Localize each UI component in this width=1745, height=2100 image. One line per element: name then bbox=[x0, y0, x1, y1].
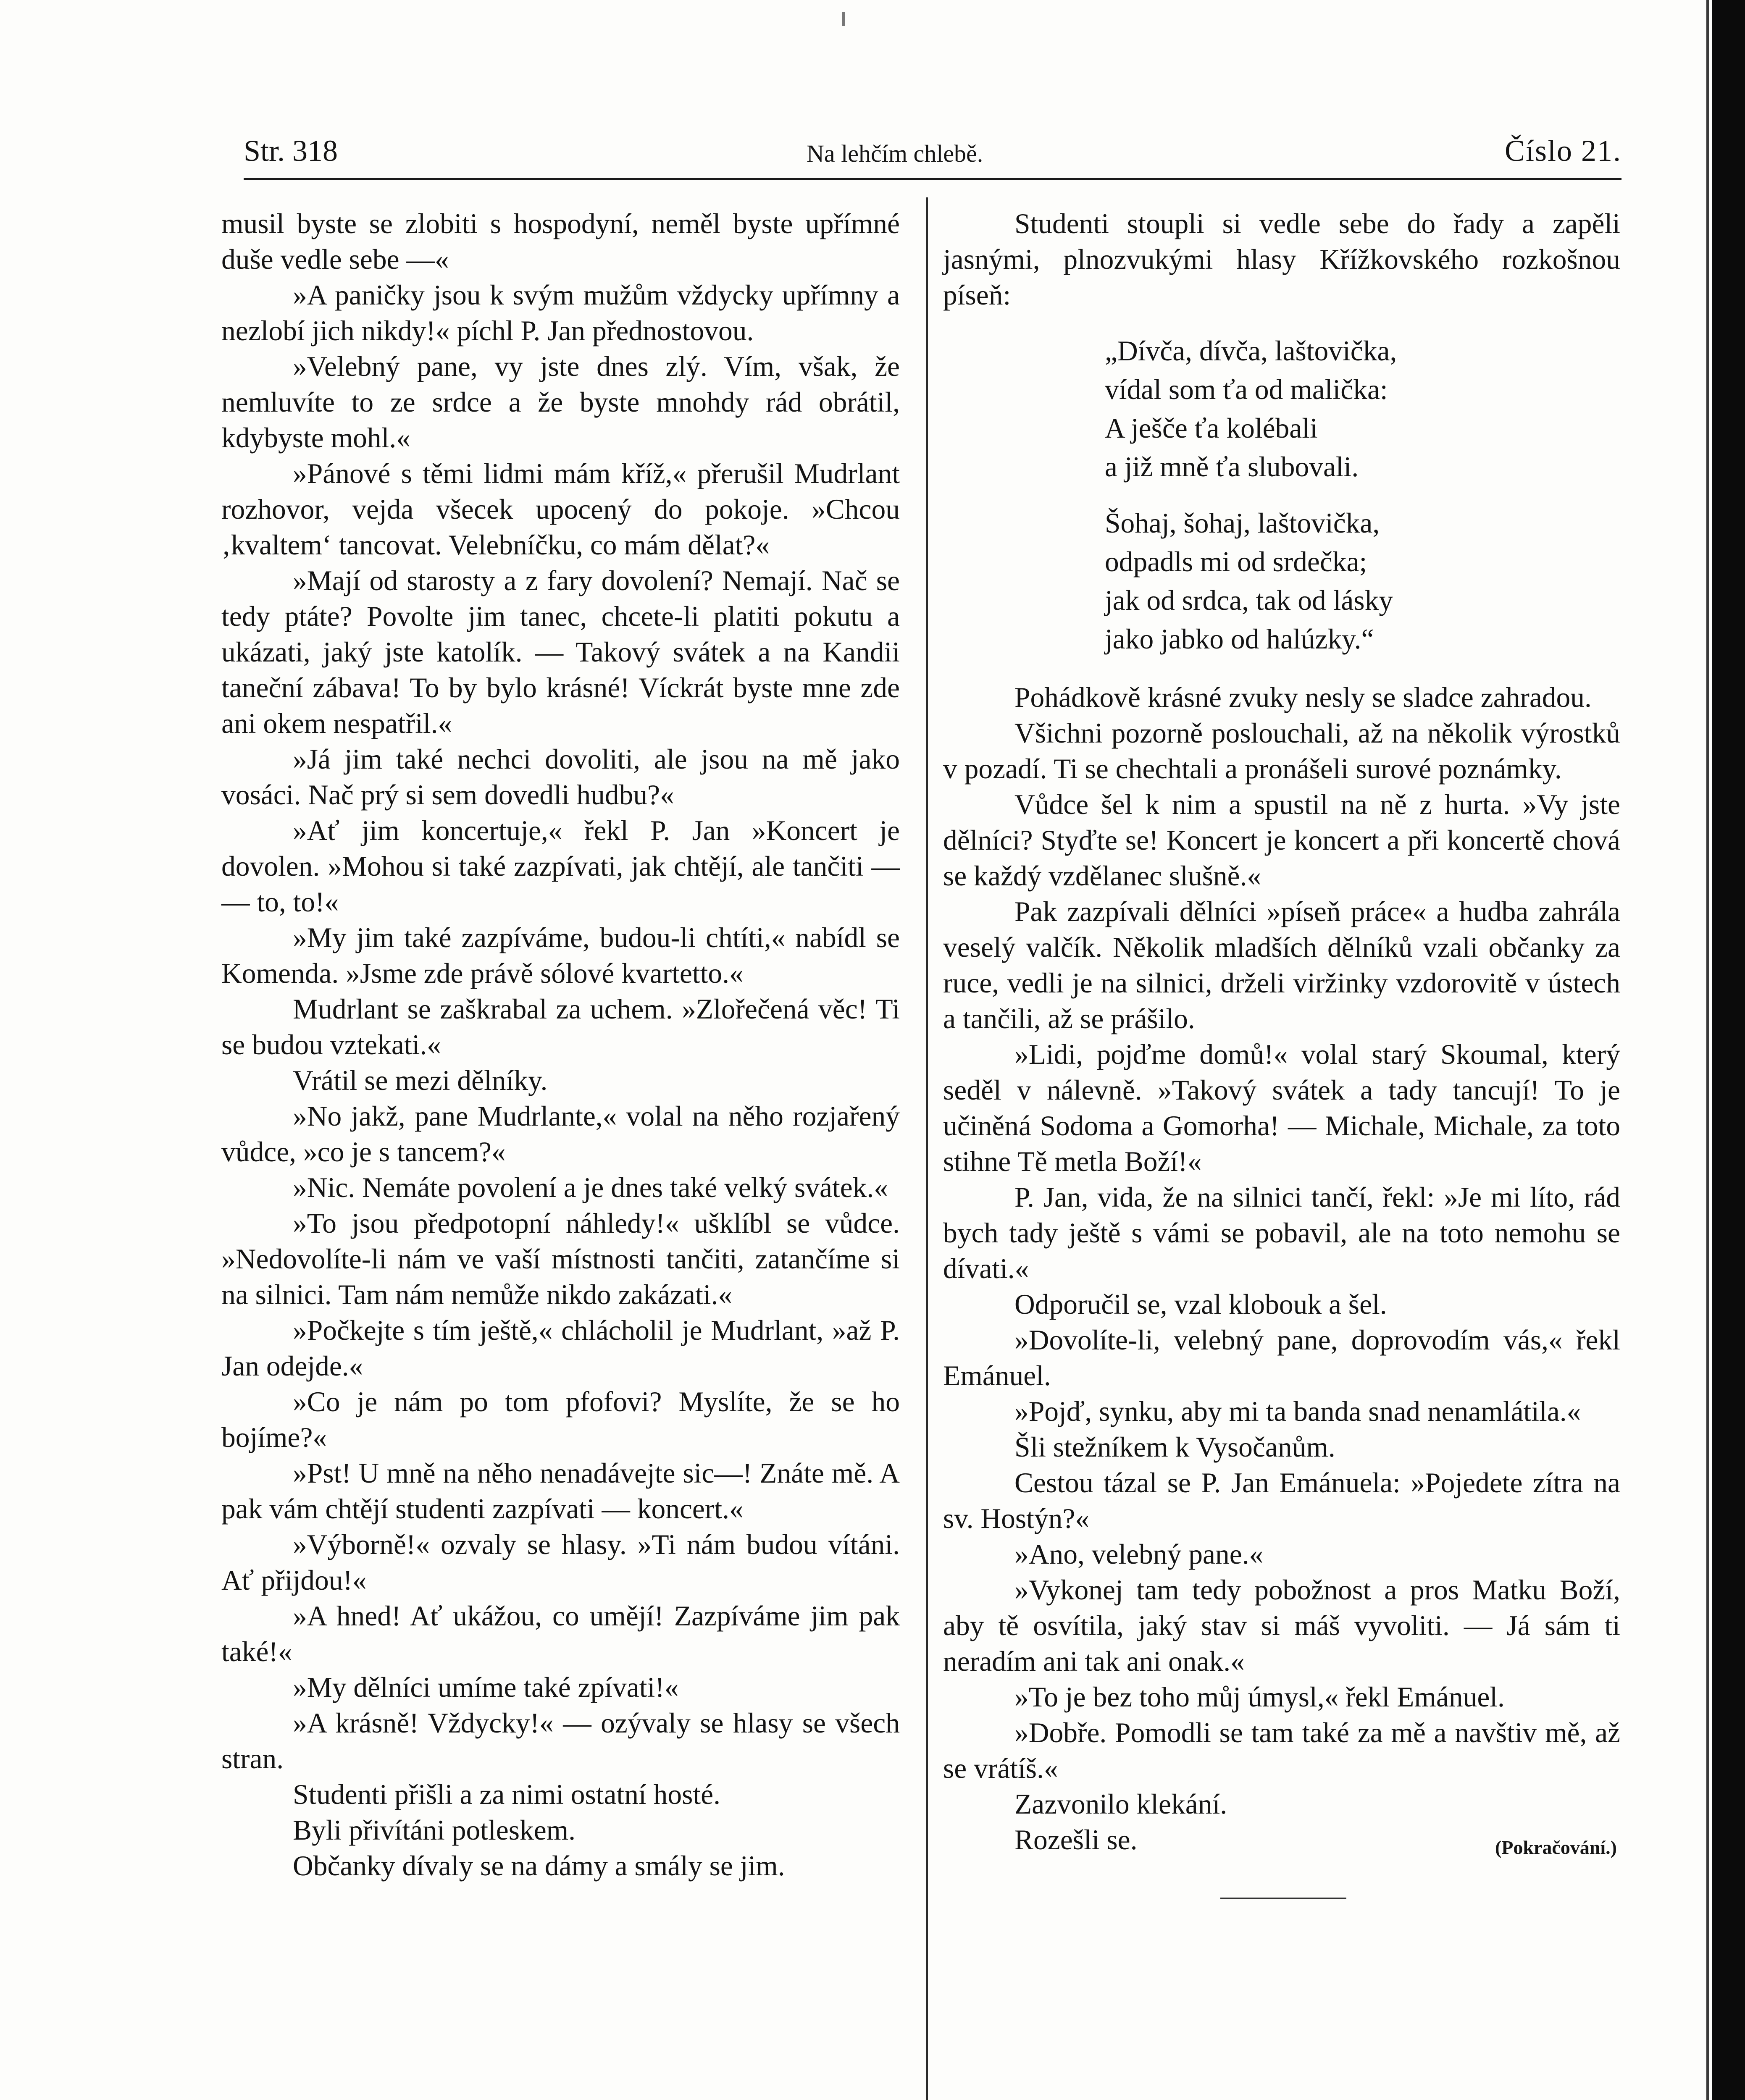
paragraph: Vrátil se mezi dělníky. bbox=[293, 1065, 548, 1096]
paragraph: »Já jim také nechci dovoliti, ale jsou na mě jako vosáci. Nač prý si sem dovedli hudbu?« bbox=[221, 743, 900, 811]
header-rule bbox=[244, 178, 1621, 180]
continuation-note: (Pokračování.) bbox=[1495, 1837, 1617, 1858]
verse-line: jak od srdca, tak od lásky bbox=[1105, 585, 1393, 616]
paragraph: Pohádkově krásné zvuky nesly se sladce zahradou. bbox=[1014, 682, 1592, 713]
paragraph: »To jsou předpotopní náhledy!« ušklíbl se vůdce. »Nedovolíte-li nám ve vaší místnosti tančiti, zatančíme si na silnici. Tam nám nemůže nikdo zakázati.« bbox=[221, 1208, 900, 1310]
paragraph: Vůdce šel k nim a spustil na ně z hurta. »Vy jste dělníci? Styďte se! Koncert je koncert a při koncertě chová se každý vzdělanec slušně.« bbox=[943, 789, 1620, 892]
song-stanza bbox=[1105, 332, 1620, 486]
paragraph: »Dobře. Pomodli se tam také za mě a navštiv mě, až se vrátíš.« bbox=[943, 1717, 1620, 1784]
song-stanza bbox=[1105, 504, 1620, 659]
end-rule bbox=[1220, 1898, 1346, 1899]
verse-line: „Dívča, dívča, laštovička, bbox=[1105, 335, 1397, 367]
paragraph: »Pánové s těmi lidmi mám kříž,« přerušil Mudrlant rozhovor, vejda všecek upocený do pokoje. »Chcou ‚kvaltem‘ tancovat. Velebníčku, co mám dělat?« bbox=[221, 458, 900, 561]
paragraph: Rozešli se. bbox=[1014, 1824, 1138, 1856]
right-column bbox=[943, 206, 1620, 1899]
paragraph: Pak zazpívali dělníci »píseň práce« a hudba zahrála veselý valčík. Několik mladších dělníků vzali občanky za ruce, vedli je na silnici, drželi viržinky vzdorovitě v ústech a tančili, až se prášilo. bbox=[943, 896, 1620, 1034]
paragraph: »Lidi, pojďme domů!« volal starý Skoumal, který seděl v nálevně. »Takový svátek a tady tancují! To je učiněná Sodoma a Gomorha! — Michale, Michale, za toto stihne Tě metla Boží!« bbox=[943, 1039, 1620, 1177]
paragraph: Studenti přišli a za nimi ostatní hosté. bbox=[293, 1779, 721, 1810]
verse-line: odpadls mi od srdečka; bbox=[1105, 546, 1367, 578]
top-edge-mark bbox=[842, 12, 845, 26]
verse-line: vídal som ťa od malička: bbox=[1105, 374, 1388, 405]
verse-line: A ješče ťa kolébali bbox=[1105, 412, 1318, 444]
paragraph: »Výborně!« ozvaly se hlasy. »Ti nám budou vítáni. Ať přijdou!« bbox=[221, 1529, 900, 1596]
paragraph: »Nic. Nemáte povolení a je dnes také velký svátek.« bbox=[293, 1172, 888, 1203]
paragraph: »To je bez toho můj úmysl,« řekl Emánuel. bbox=[1014, 1681, 1505, 1713]
paragraph: Mudrlant se zaškrabal za uchem. »Zlořečená věc! Ti se budou vztekati.« bbox=[221, 993, 900, 1060]
column-divider bbox=[926, 197, 928, 2100]
paragraph: »Pst! U mně na něho nenadávejte sic—! Znáte mě. A pak vám chtějí studenti zazpívati — koncert.« bbox=[221, 1457, 900, 1525]
left-column bbox=[221, 206, 900, 1884]
paragraph: musil byste se zlobiti s hospodyní, neměl byste upřímné duše vedle sebe —« bbox=[221, 208, 900, 275]
paragraph: Zazvonilo klekání. bbox=[1014, 1788, 1227, 1820]
verse-line: Šohaj, šohaj, laštovička, bbox=[1105, 507, 1380, 539]
running-title: Na lehčím chlebě. bbox=[807, 140, 983, 167]
page-number: Str. 318 bbox=[244, 134, 338, 168]
paragraph: »Co je nám po tom pfofovi? Myslíte, že se ho bojíme?« bbox=[221, 1386, 900, 1453]
song-verse bbox=[1105, 332, 1620, 659]
paragraph: »Vykonej tam tedy pobožnost a pros Matku Boží, aby tě osvítila, jaký stav si máš vyvoliti. — Já sám ti neradím ani tak ani onak.« bbox=[943, 1574, 1620, 1677]
paragraph: P. Jan, vida, že na silnici tančí, řekl: »Je mi líto, rád bych tady ještě s vámi se pobavil, ale na toto nemohu se dívati.« bbox=[943, 1181, 1620, 1284]
paragraph: Studenti stoupli si vedle sebe do řady a zapěli jasnými, plnozvukými hlasy Křížkovského rozkošnou píseň: bbox=[943, 208, 1620, 311]
page-header bbox=[244, 134, 1621, 180]
issue-number: Číslo 21. bbox=[1504, 134, 1621, 168]
paragraph: »Velebný pane, vy jste dnes zlý. Vím, však, že nemluvíte to ze srdce a že byste mnohdy rád obrátil, kdybyste mohl.« bbox=[221, 351, 900, 454]
paragraph: Byli přivítáni potleskem. bbox=[293, 1814, 576, 1846]
paragraph: »Ano, velebný pane.« bbox=[1014, 1538, 1264, 1570]
paragraph: Šli stežníkem k Vysočanům. bbox=[1014, 1431, 1335, 1463]
paragraph: »A paničky jsou k svým mužům vždycky upřímny a nezlobí jich nikdy!« píchl P. Jan přednostovou. bbox=[221, 279, 900, 346]
paragraph: »Ať jim koncertuje,« řekl P. Jan »Koncert je dovolen. »Mohou si také zazpívati, jak chtějí, ale tančiti — — to, to!« bbox=[221, 815, 900, 918]
scan-border-right bbox=[1712, 0, 1745, 2100]
paragraph: »A krásně! Vždycky!« — ozývaly se hlasy se všech stran. bbox=[221, 1707, 900, 1774]
paragraph: Všichni pozorně poslouchali, až na několik výrostků v pozadí. Ti se chechtali a pronášeli surové poznámky. bbox=[943, 717, 1620, 785]
verse-line: jako jabko od halúzky.“ bbox=[1105, 623, 1374, 655]
paragraph: »Pojď, synku, aby mi ta banda snad nenamlátila.« bbox=[1014, 1396, 1581, 1427]
closing-line bbox=[943, 1822, 1620, 1858]
paragraph: »A hned! Ať ukážou, co umějí! Zazpíváme jim pak také!« bbox=[221, 1600, 900, 1667]
paragraph: »Dovolíte-li, velebný pane, doprovodím vás,« řekl Emánuel. bbox=[943, 1324, 1620, 1391]
paragraph: »No jakž, pane Mudrlante,« volal na něho rozjařený vůdce, »co je s tancem?« bbox=[221, 1100, 900, 1168]
verse-line: a již mně ťa slubovali. bbox=[1105, 451, 1359, 483]
paragraph: »My jim také zazpíváme, budou-li chtíti,« nabídl se Komenda. »Jsme zde právě sólové kvartetto.« bbox=[221, 922, 900, 989]
paragraph: »Mají od starosty a z fary dovolení? Nemají. Nač se tedy ptáte? Povolte jim tanec, chcete-li platiti pokutu a ukázati, jaký jste katolík. — Takový svátek a na Kandii taneční zábava! To by bylo krásné! Víckrát byste mne zde ani okem nespatřil.« bbox=[221, 565, 900, 739]
paragraph: »My dělníci umíme také zpívati!« bbox=[293, 1672, 679, 1703]
paragraph: »Počkejte s tím ještě,« chlácholil je Mudrlant, »až P. Jan odejde.« bbox=[221, 1315, 900, 1382]
paragraph: Občanky dívaly se na dámy a smály se jim. bbox=[293, 1850, 785, 1882]
paragraph: Odporučil se, vzal klobouk a šel. bbox=[1014, 1289, 1387, 1320]
paragraph: Cestou tázal se P. Jan Emánuela: »Pojedete zítra na sv. Hostýn?« bbox=[943, 1467, 1620, 1534]
